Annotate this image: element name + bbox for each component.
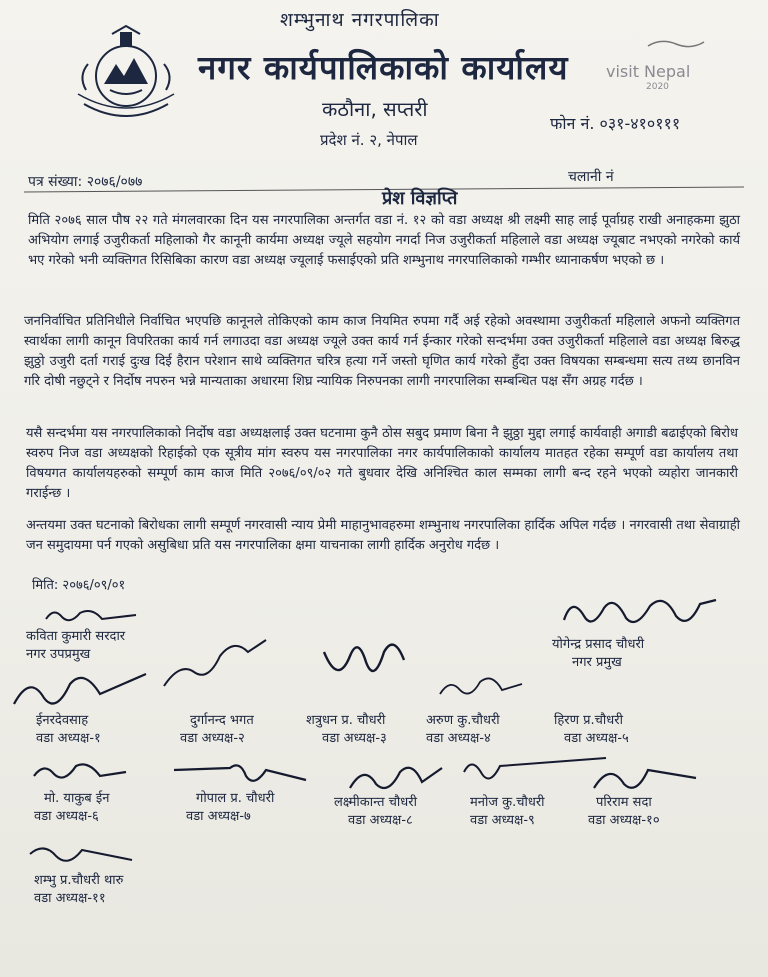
signatory-ward-7: गोपाल प्र. चौधरी वडा अध्यक्ष-७ (186, 791, 275, 824)
signatory-pramukh: योगेन्द्र प्रसाद चौधरी नगर प्रमुख (552, 637, 645, 670)
reference-number: पत्र संख्या: २०७६/०७७ (28, 174, 143, 190)
paragraph-2: जननिर्वाचित प्रतिनिधीले निर्वाचित भएपछि कानूनले तोकिएको काम काज नियमित रुपमा गर्दै अई रहेको अवस्थामा उजुरीकर्ता महिलाले अफनो व्यक्तिगत स्वार्थका लागी कानून विपरितका कार्य गर्न लगाउदा वडा अध्यक्ष ज्यूले उक्त कार्य गर्न ईन्कार गरेको सन्दर्भमा उक्त उजुरीकर्ता महिलाले वडा अध्यक्ष बिरुद्ध झुठ्ठो उजुरी दर्ता गराई दुःख दिई हैरान परेशान साथे व्यक्तिगत चरित्र हत्या गर्ने जस्तो घृणित कार्य गरेको हुँदा उक्त विषयका सम्बन्धमा सत्य तथ्य छानविन गरि दोषी नछुट्ने र निर्दोष नपरुन भन्ने मान्यताका अधारमा शिघ्र न्यायिक निरुपनका लागी नगरपालिका सम्बन्धित पक्ष सँग अग्रह गर्दछ । (24, 314, 740, 389)
signature-ward-4 (436, 670, 526, 704)
signature-ward-9 (460, 752, 610, 792)
municipality-name: शम्भुनाथ नगरपालिका (280, 9, 440, 31)
signatory-ward-3: शत्रुधन प्र. चौधरी वडा अध्यक्ष-३ (306, 713, 387, 746)
office-title: नगर कार्यपालिकाको कार्यालय (198, 48, 569, 87)
press-release-title: प्रेश विज्ञप्ति (382, 188, 458, 209)
signature-ward-1 (10, 664, 150, 714)
province-address: प्रदेश नं. २, नेपाल (320, 131, 418, 149)
signatory-ward-8: लक्ष्मीकान्त चौधरी वडा अध्यक्ष-८ (334, 795, 417, 828)
paragraph-3: यसै सन्दर्भमा यस नगरपालिकाको निर्दोष वडा अध्यक्षलाई उक्त घटनामा कुनै ठोस सबुद प्रमाण बिना नै झुठ्ठा मुद्दा लगाई कार्यवाही अगाडी बढाईएको बिरोध स्वरुप निज वडा अध्यक्षको रिहाईको एक सूत्रीय मांग स्वरुप यस नगरपालिका नगर कार्यपालिकाको कार्यालय मातहत रहेका सम्पूर्ण वडा कार्यालय तथा विषयगत कार्यालयहरुको सम्पूर्ण काम काज मिति २०७६/०९/०२ गते बुधवार देखि अनिश्चित काल सम्मका लागी बन्द रहने भएको व्यहोरा जानकारी गराईन्छ । (26, 426, 738, 501)
signature-ward-3 (318, 632, 408, 692)
signatory-ward-10: परिराम सदा वडा अध्यक्ष-१० (588, 795, 660, 828)
city-address: कठौना, सप्तरी (322, 97, 428, 121)
signature-ward-8 (346, 758, 446, 798)
visit-nepal-logo: visit Nepal 2020 (606, 62, 691, 92)
signatory-ward-9: मनोज कु.चौधरी वडा अध्यक्ष-९ (470, 795, 545, 828)
signatory-ward-1: ईनरदेवसाह वडा अध्यक्ष-१ (36, 713, 101, 746)
phone-number: फोन नं. ०३१-४१०१११ (550, 114, 681, 133)
paragraph-1: मिति २०७६ साल पौष २२ गते मंगलवारका दिन यस नगरपालिका अन्तर्गत वडा नं. १२ को वडा अध्यक्ष श्री लक्ष्मी साह लाई पूर्वाग्रह राखी अनाहकमा झुठा अभियोग लगाई उजुरीकर्ता महिलाको गैर कानूनी कार्यमा अध्यक्ष ज्यूले सहयोग नगर्दा निज उजुरीकर्ता महिलाले वडा अध्यक्ष ज्यूबाट नभएको नगरेको कार्य भए गरेको भनी व्यक्तिगत रिसिबिका कारण वडा अध्यक्ष ज्यूलाई फसाईएको प्रति शम्भुनाथ नगरपालिकाको गम्भीर ध्यानाकर्षण भएको छ । (28, 213, 740, 268)
dispatch-number-label: चलानी नं (568, 169, 614, 185)
signatory-upapramukh: कविता कुमारी सरदार नगर उपप्रमुख (26, 629, 126, 662)
signatory-ward-5: हिरण प्र.चौधरी वडा अध्यक्ष-५ (554, 713, 629, 746)
signatory-ward-11: शम्भु प्र.चौधरी थारु वडा अध्यक्ष-११ (34, 873, 124, 906)
nepal-emblem-logo (64, 24, 188, 130)
ink-mark (646, 36, 706, 50)
signature-pramukh (560, 590, 720, 634)
issue-date: मिति: २०७६/०९/०१ (32, 578, 126, 593)
paragraph-4: अन्तयमा उक्त घटनाको बिरोधका लागी सम्पूर्ण नगरवासी न्याय प्रेमी माहानुभावहरुमा शम्भुनाथ नगरपालिका हार्दिक अपिल गर्दछ । नगरवासी तथा सेवाग्राही जन समुदायमा पर्न गएको असुबिधा प्रति यस नगरपालिका क्षमा याचनाका लागी हार्दिक अनुरोध गर्दछ । (26, 518, 740, 553)
signatory-ward-2: दुर्गानन्द भगत वडा अध्यक्ष-२ (180, 713, 254, 746)
signature-ward-2 (160, 632, 270, 692)
signatory-ward-6: मो. याकुब ईन वडा अध्यक्ष-६ (34, 791, 110, 824)
signatory-ward-4: अरुण कु.चौधरी वडा अध्यक्ष-४ (426, 713, 500, 746)
signature-upapramukh (40, 603, 140, 629)
signature-ward-10 (590, 758, 700, 798)
signature-ward-11 (26, 838, 136, 872)
signature-ward-7 (170, 758, 310, 792)
signature-ward-6 (30, 758, 130, 788)
